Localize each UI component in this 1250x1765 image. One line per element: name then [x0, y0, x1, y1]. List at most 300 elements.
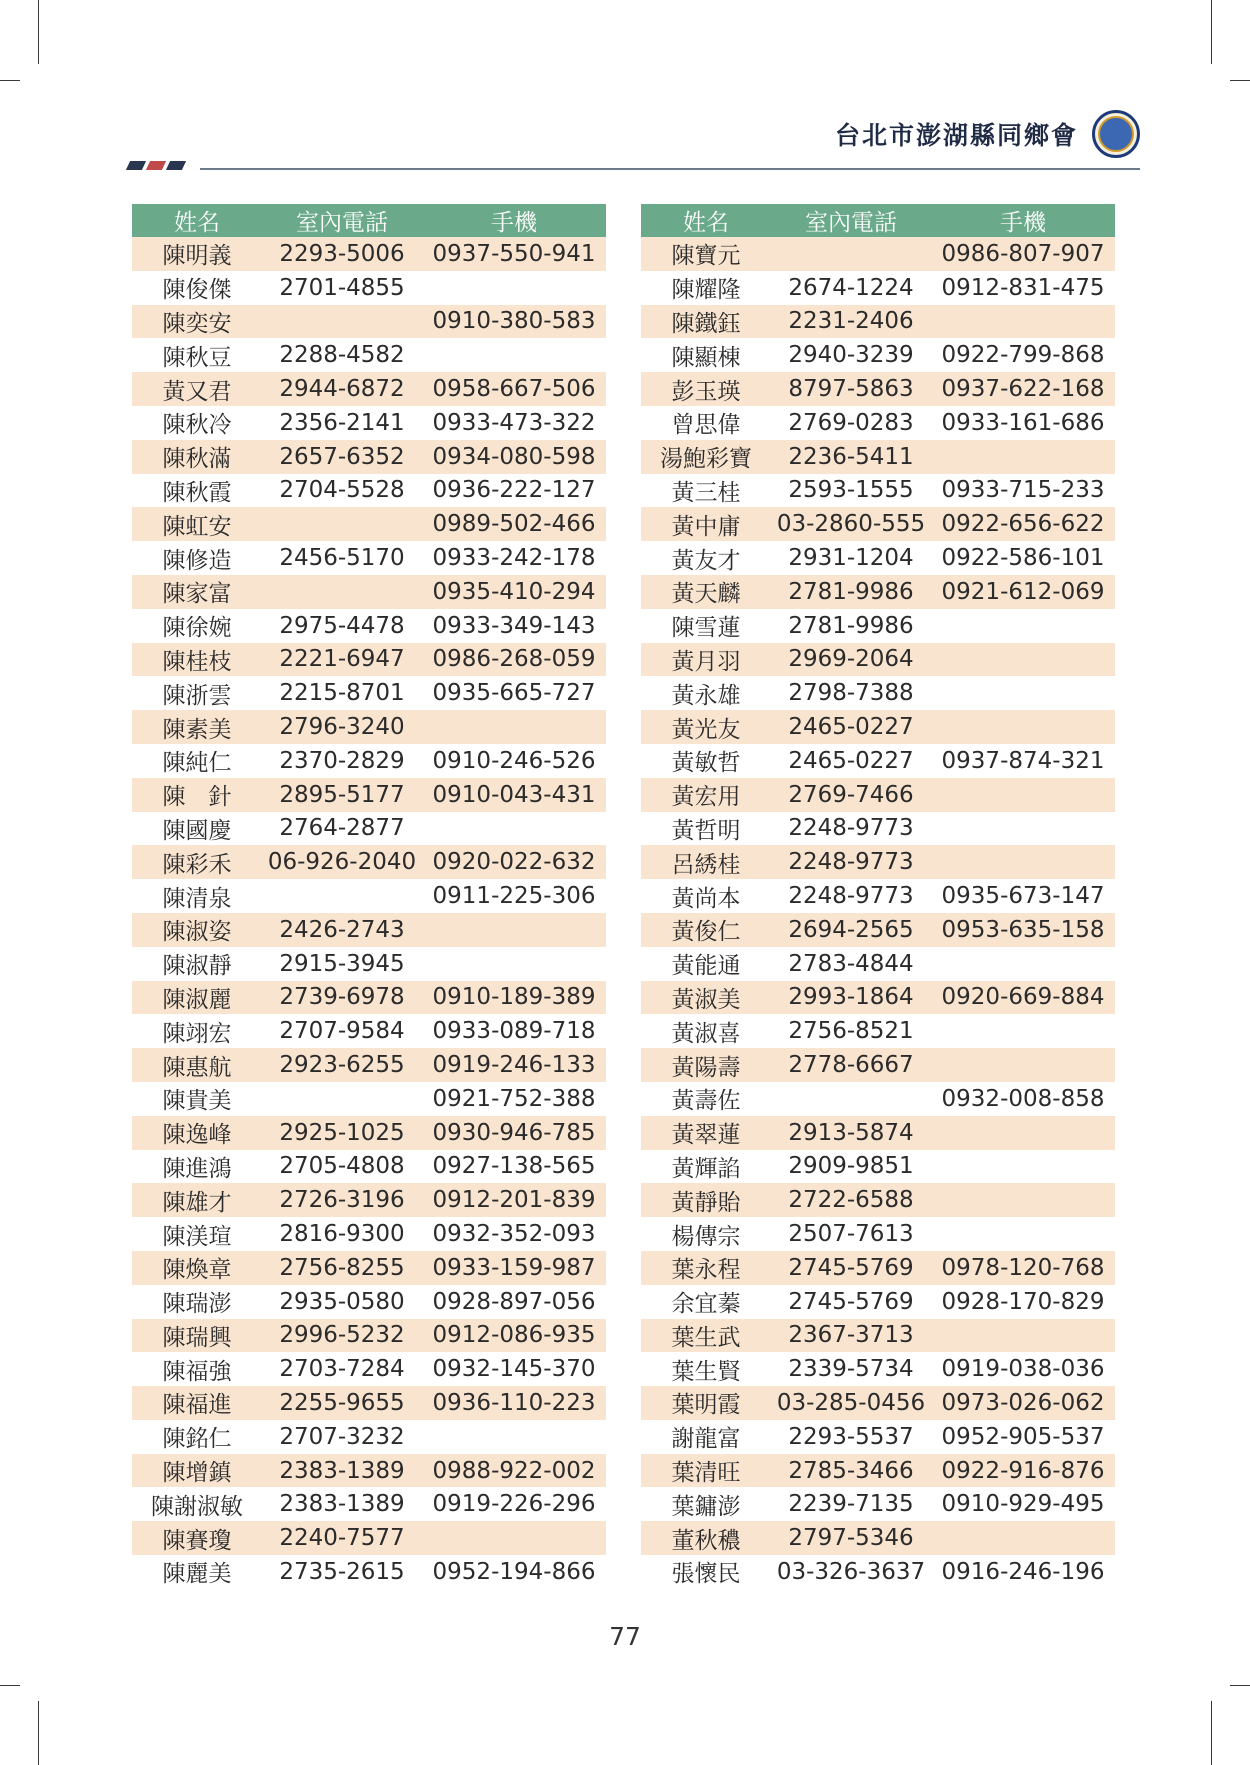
- table-row: [132, 1048, 606, 1082]
- office-phone-cell: 2703-7284: [262, 1352, 422, 1386]
- name-cell: 陳顯棟: [641, 338, 771, 372]
- office-phone-cell: [262, 575, 422, 609]
- table-row: [132, 440, 606, 474]
- crop-mark: [1230, 80, 1250, 81]
- office-phone-cell: 2215-8701: [262, 676, 422, 710]
- table-row: [641, 575, 1115, 609]
- office-phone-cell: 2913-5874: [771, 1116, 931, 1150]
- office-phone-cell: 2704-5528: [262, 474, 422, 508]
- table-row: [641, 1251, 1115, 1285]
- name-cell: 陳徐婉: [132, 609, 262, 643]
- mobile-cell: 0922-799-868: [931, 338, 1115, 372]
- office-phone-cell: 2236-5411: [771, 440, 931, 474]
- mobile-cell: 0933-473-322: [422, 406, 606, 440]
- name-cell: 陳進鴻: [132, 1150, 262, 1184]
- table-row: [132, 710, 606, 744]
- mobile-cell: [422, 913, 606, 947]
- mobile-cell: [422, 271, 606, 305]
- mobile-cell: 0935-410-294: [422, 575, 606, 609]
- name-cell: 陳翊宏: [132, 1014, 262, 1048]
- office-phone-cell: 2996-5232: [262, 1319, 422, 1353]
- table-header-row: [132, 204, 606, 237]
- table-row: [641, 305, 1115, 339]
- office-phone-cell: 2969-2064: [771, 643, 931, 677]
- name-cell: 陳鐵鈺: [641, 305, 771, 339]
- office-phone-cell: 2707-3232: [262, 1420, 422, 1454]
- mobile-cell: 0910-189-389: [422, 981, 606, 1015]
- table-row: [641, 710, 1115, 744]
- mobile-cell: 0958-667-506: [422, 372, 606, 406]
- office-phone-cell: 2255-9655: [262, 1386, 422, 1420]
- table-row: [132, 1014, 606, 1048]
- table-row: [132, 981, 606, 1015]
- mobile-cell: 0922-656-622: [931, 507, 1115, 541]
- table-row: [641, 406, 1115, 440]
- office-phone-cell: 2674-1224: [771, 271, 931, 305]
- table-row: [641, 541, 1115, 575]
- mobile-cell: [931, 845, 1115, 879]
- table-row: [641, 1555, 1115, 1589]
- office-phone-cell: 2726-3196: [262, 1183, 422, 1217]
- crop-mark: [38, 1701, 39, 1765]
- mobile-cell: 0933-242-178: [422, 541, 606, 575]
- name-cell: 陳家富: [132, 575, 262, 609]
- mobile-cell: 0919-226-296: [422, 1487, 606, 1521]
- office-phone-cell: 03-326-3637: [771, 1555, 931, 1589]
- table-row: [132, 913, 606, 947]
- crop-mark: [0, 1685, 20, 1686]
- table-row: [132, 1183, 606, 1217]
- table-row: [132, 541, 606, 575]
- name-cell: 陳逸峰: [132, 1116, 262, 1150]
- name-cell: 黃俊仁: [641, 913, 771, 947]
- table-row: [641, 1487, 1115, 1521]
- name-cell: 陳秋滿: [132, 440, 262, 474]
- mobile-cell: 0989-502-466: [422, 507, 606, 541]
- mobile-cell: 0986-268-059: [422, 643, 606, 677]
- table-row: [641, 845, 1115, 879]
- mobile-cell: [422, 338, 606, 372]
- mobile-cell: 0936-222-127: [422, 474, 606, 508]
- table-row: [641, 1048, 1115, 1082]
- name-cell: 黃三桂: [641, 474, 771, 508]
- office-phone-cell: 2356-2141: [262, 406, 422, 440]
- office-phone-cell: 2248-9773: [771, 845, 931, 879]
- table-row: [132, 575, 606, 609]
- table-row: [641, 744, 1115, 778]
- table-row: [641, 1150, 1115, 1184]
- office-phone-cell: 2383-1389: [262, 1454, 422, 1488]
- office-phone-cell: 2248-9773: [771, 879, 931, 913]
- office-phone-cell: 8797-5863: [771, 372, 931, 406]
- table-row: [641, 372, 1115, 406]
- name-cell: 黃能通: [641, 947, 771, 981]
- directory-table-left: [132, 204, 606, 1589]
- office-phone-cell: 2293-5537: [771, 1420, 931, 1454]
- name-cell: 陳謝淑敏: [132, 1487, 262, 1521]
- table-row: [132, 1555, 606, 1589]
- office-phone-cell: 2231-2406: [771, 305, 931, 339]
- association-emblem-icon: [1092, 110, 1140, 158]
- mobile-cell: [931, 812, 1115, 846]
- office-phone-cell: 2756-8521: [771, 1014, 931, 1048]
- name-cell: 陳素美: [132, 710, 262, 744]
- mobile-cell: 0973-026-062: [931, 1386, 1115, 1420]
- table-header-row: [641, 204, 1115, 237]
- office-phone-cell: 2798-7388: [771, 676, 931, 710]
- name-cell: 陳秋冷: [132, 406, 262, 440]
- name-cell: 黃光友: [641, 710, 771, 744]
- mobile-cell: 0937-874-321: [931, 744, 1115, 778]
- office-phone-cell: 2240-7577: [262, 1521, 422, 1555]
- office-phone-cell: 2339-5734: [771, 1352, 931, 1386]
- mobile-cell: 0910-043-431: [422, 778, 606, 812]
- office-phone-cell: [262, 879, 422, 913]
- name-cell: 陳雪蓮: [641, 609, 771, 643]
- office-phone-cell: 2745-5769: [771, 1251, 931, 1285]
- office-phone-cell: 2426-2743: [262, 913, 422, 947]
- name-cell: 黃翠蓮: [641, 1116, 771, 1150]
- office-phone-cell: 2722-6588: [771, 1183, 931, 1217]
- name-cell: 陳淑靜: [132, 947, 262, 981]
- office-phone-cell: [262, 507, 422, 541]
- name-cell: 陳煥章: [132, 1251, 262, 1285]
- table-row: [641, 1386, 1115, 1420]
- mobile-cell: [931, 1116, 1115, 1150]
- crop-mark: [38, 0, 39, 64]
- mobile-cell: 0928-897-056: [422, 1285, 606, 1319]
- deco-bar: [166, 161, 186, 170]
- table-row: [132, 676, 606, 710]
- mobile-cell: [422, 710, 606, 744]
- office-phone-cell: [262, 1082, 422, 1116]
- mobile-cell: 0933-089-718: [422, 1014, 606, 1048]
- mobile-cell: 0910-929-495: [931, 1487, 1115, 1521]
- table-row: [132, 271, 606, 305]
- name-cell: 黃友才: [641, 541, 771, 575]
- mobile-cell: [931, 643, 1115, 677]
- office-phone-cell: 03-285-0456: [771, 1386, 931, 1420]
- name-cell: 葉生賢: [641, 1352, 771, 1386]
- table-row: [641, 1420, 1115, 1454]
- office-phone-cell: 2923-6255: [262, 1048, 422, 1082]
- name-cell: 黃中庸: [641, 507, 771, 541]
- office-phone-cell: 2796-3240: [262, 710, 422, 744]
- office-phone-cell: 2701-4855: [262, 271, 422, 305]
- table-row: [132, 372, 606, 406]
- page-number: 77: [609, 1622, 641, 1651]
- mobile-cell: 0937-550-941: [422, 237, 606, 271]
- office-phone-cell: 2925-1025: [262, 1116, 422, 1150]
- name-cell: 黃淑喜: [641, 1014, 771, 1048]
- mobile-cell: 0927-138-565: [422, 1150, 606, 1184]
- name-cell: 陳虹安: [132, 507, 262, 541]
- office-phone-cell: 2975-4478: [262, 609, 422, 643]
- table-row: [132, 643, 606, 677]
- mobile-cell: 0986-807-907: [931, 237, 1115, 271]
- office-phone-cell: 2756-8255: [262, 1251, 422, 1285]
- name-cell: 陳修造: [132, 541, 262, 575]
- mobile-cell: 0912-831-475: [931, 271, 1115, 305]
- name-cell: 陳秋豆: [132, 338, 262, 372]
- table-row: [641, 778, 1115, 812]
- mobile-cell: 0911-225-306: [422, 879, 606, 913]
- name-cell: 黃靜貽: [641, 1183, 771, 1217]
- name-cell: 余宜蓁: [641, 1285, 771, 1319]
- table-row: [132, 1319, 606, 1353]
- name-cell: 陳桂枝: [132, 643, 262, 677]
- name-cell: 黃敏哲: [641, 744, 771, 778]
- office-phone-cell: 2745-5769: [771, 1285, 931, 1319]
- mobile-cell: 0933-159-987: [422, 1251, 606, 1285]
- name-cell: 彭玉瑛: [641, 372, 771, 406]
- mobile-cell: [931, 1048, 1115, 1082]
- column-header-name: 姓名: [132, 204, 262, 237]
- table-row: [641, 879, 1115, 913]
- table-row: [641, 812, 1115, 846]
- mobile-cell: [931, 947, 1115, 981]
- office-phone-cell: 2383-1389: [262, 1487, 422, 1521]
- table-row: [641, 947, 1115, 981]
- name-cell: 曾思偉: [641, 406, 771, 440]
- office-phone-cell: 2735-2615: [262, 1555, 422, 1589]
- table-row: [641, 237, 1115, 271]
- office-phone-cell: 2507-7613: [771, 1217, 931, 1251]
- name-cell: 陳純仁: [132, 744, 262, 778]
- table-row: [132, 1454, 606, 1488]
- name-cell: 陳福強: [132, 1352, 262, 1386]
- mobile-cell: [931, 609, 1115, 643]
- mobile-cell: [422, 947, 606, 981]
- table-row: [132, 1251, 606, 1285]
- name-cell: 陳彩禾: [132, 845, 262, 879]
- name-cell: 陳賽瓊: [132, 1521, 262, 1555]
- table-row: [641, 474, 1115, 508]
- name-cell: 黃陽壽: [641, 1048, 771, 1082]
- mobile-cell: [931, 1217, 1115, 1251]
- table-row: [132, 609, 606, 643]
- table-row: [641, 1285, 1115, 1319]
- name-cell: 陳浙雲: [132, 676, 262, 710]
- mobile-cell: 0919-038-036: [931, 1352, 1115, 1386]
- office-phone-cell: 2456-5170: [262, 541, 422, 575]
- office-phone-cell: 2593-1555: [771, 474, 931, 508]
- table-row: [641, 1183, 1115, 1217]
- mobile-cell: [931, 1150, 1115, 1184]
- mobile-cell: 0928-170-829: [931, 1285, 1115, 1319]
- header-decoration: [128, 161, 188, 170]
- table-row: [641, 440, 1115, 474]
- header-divider: [200, 168, 1140, 170]
- name-cell: 陳寶元: [641, 237, 771, 271]
- name-cell: 陳增鎮: [132, 1454, 262, 1488]
- name-cell: 陳奕安: [132, 305, 262, 339]
- mobile-cell: 0937-622-168: [931, 372, 1115, 406]
- crop-mark: [0, 80, 20, 81]
- office-phone-cell: 2778-6667: [771, 1048, 931, 1082]
- office-phone-cell: 2694-2565: [771, 913, 931, 947]
- office-phone-cell: 2915-3945: [262, 947, 422, 981]
- table-row: [641, 1352, 1115, 1386]
- office-phone-cell: 2248-9773: [771, 812, 931, 846]
- mobile-cell: 0978-120-768: [931, 1251, 1115, 1285]
- name-cell: 楊傳宗: [641, 1217, 771, 1251]
- office-phone-cell: [771, 237, 931, 271]
- office-phone-cell: 2239-7135: [771, 1487, 931, 1521]
- mobile-cell: [931, 710, 1115, 744]
- name-cell: 陳瑞澎: [132, 1285, 262, 1319]
- table-row: [132, 1386, 606, 1420]
- table-row: [132, 1217, 606, 1251]
- mobile-cell: 0953-635-158: [931, 913, 1115, 947]
- office-phone-cell: 2657-6352: [262, 440, 422, 474]
- office-phone-cell: [262, 305, 422, 339]
- name-cell: 黃尚本: [641, 879, 771, 913]
- office-phone-cell: 2816-9300: [262, 1217, 422, 1251]
- table-row: [132, 474, 606, 508]
- mobile-cell: [931, 440, 1115, 474]
- table-row: [132, 1420, 606, 1454]
- table-row: [132, 338, 606, 372]
- office-phone-cell: 2769-7466: [771, 778, 931, 812]
- mobile-cell: [931, 1183, 1115, 1217]
- org-title: 台北市澎湖縣同鄉會: [834, 121, 1078, 150]
- office-phone-cell: 2367-3713: [771, 1319, 931, 1353]
- office-phone-cell: 2797-5346: [771, 1521, 931, 1555]
- mobile-cell: 0921-752-388: [422, 1082, 606, 1116]
- name-cell: 黃壽佐: [641, 1082, 771, 1116]
- table-row: [641, 643, 1115, 677]
- office-phone-cell: 2739-6978: [262, 981, 422, 1015]
- mobile-cell: 0935-665-727: [422, 676, 606, 710]
- column-header-office-phone: 室內電話: [262, 204, 422, 237]
- name-cell: 陳麗美: [132, 1555, 262, 1589]
- name-cell: 陳銘仁: [132, 1420, 262, 1454]
- table-row: [641, 981, 1115, 1015]
- office-phone-cell: 2705-4808: [262, 1150, 422, 1184]
- name-cell: 陳雄才: [132, 1183, 262, 1217]
- office-phone-cell: 2288-4582: [262, 338, 422, 372]
- mobile-cell: 0921-612-069: [931, 575, 1115, 609]
- column-header-office-phone: 室內電話: [771, 204, 931, 237]
- mobile-cell: 0932-008-858: [931, 1082, 1115, 1116]
- office-phone-cell: 2769-0283: [771, 406, 931, 440]
- office-phone-cell: 2993-1864: [771, 981, 931, 1015]
- name-cell: 陳清泉: [132, 879, 262, 913]
- table-row: [641, 609, 1115, 643]
- mobile-cell: 0919-246-133: [422, 1048, 606, 1082]
- table-row: [132, 237, 606, 271]
- mobile-cell: 0933-715-233: [931, 474, 1115, 508]
- mobile-cell: 0910-246-526: [422, 744, 606, 778]
- name-cell: 葉鏞澎: [641, 1487, 771, 1521]
- name-cell: 黃又君: [132, 372, 262, 406]
- mobile-cell: [931, 305, 1115, 339]
- table-row: [132, 1487, 606, 1521]
- office-phone-cell: 2931-1204: [771, 541, 931, 575]
- name-cell: 董秋穠: [641, 1521, 771, 1555]
- mobile-cell: 0910-380-583: [422, 305, 606, 339]
- table-row: [132, 845, 606, 879]
- column-header-mobile: 手機: [931, 204, 1115, 237]
- office-phone-cell: 2221-6947: [262, 643, 422, 677]
- name-cell: 張懷民: [641, 1555, 771, 1589]
- mobile-cell: 0934-080-598: [422, 440, 606, 474]
- mobile-cell: 0933-161-686: [931, 406, 1115, 440]
- mobile-cell: 0922-586-101: [931, 541, 1115, 575]
- name-cell: 黃天麟: [641, 575, 771, 609]
- table-row: [641, 1319, 1115, 1353]
- name-cell: 黃宏用: [641, 778, 771, 812]
- office-phone-cell: 06-926-2040: [262, 845, 422, 879]
- table-row: [641, 338, 1115, 372]
- table-row: [132, 1521, 606, 1555]
- office-phone-cell: 2785-3466: [771, 1454, 931, 1488]
- mobile-cell: [931, 1521, 1115, 1555]
- mobile-cell: [422, 1420, 606, 1454]
- name-cell: 葉清旺: [641, 1454, 771, 1488]
- office-phone-cell: [771, 1082, 931, 1116]
- office-phone-cell: 03-2860-555: [771, 507, 931, 541]
- deco-bar: [126, 161, 146, 170]
- name-cell: 黃永雄: [641, 676, 771, 710]
- name-cell: 葉永程: [641, 1251, 771, 1285]
- table-row: [132, 1150, 606, 1184]
- mobile-cell: [931, 778, 1115, 812]
- office-phone-cell: 2895-5177: [262, 778, 422, 812]
- mobile-cell: 0932-352-093: [422, 1217, 606, 1251]
- column-header-name: 姓名: [641, 204, 771, 237]
- name-cell: 謝龍富: [641, 1420, 771, 1454]
- name-cell: 陳耀隆: [641, 271, 771, 305]
- mobile-cell: [422, 1521, 606, 1555]
- mobile-cell: 0922-916-876: [931, 1454, 1115, 1488]
- crop-mark: [1211, 1701, 1212, 1765]
- table-row: [132, 1285, 606, 1319]
- office-phone-cell: 2781-9986: [771, 609, 931, 643]
- office-phone-cell: 2781-9986: [771, 575, 931, 609]
- mobile-cell: 0930-946-785: [422, 1116, 606, 1150]
- office-phone-cell: 2465-0227: [771, 744, 931, 778]
- name-cell: 黃輝諂: [641, 1150, 771, 1184]
- office-phone-cell: 2944-6872: [262, 372, 422, 406]
- name-cell: 陳惠航: [132, 1048, 262, 1082]
- table-row: [132, 305, 606, 339]
- table-row: [641, 1116, 1115, 1150]
- mobile-cell: 0912-201-839: [422, 1183, 606, 1217]
- mobile-cell: [931, 1319, 1115, 1353]
- crop-mark: [1211, 0, 1212, 64]
- name-cell: 黃哲明: [641, 812, 771, 846]
- name-cell: 湯鮑彩寶: [641, 440, 771, 474]
- mobile-cell: 0935-673-147: [931, 879, 1115, 913]
- table-row: [641, 1454, 1115, 1488]
- table-row: [132, 406, 606, 440]
- name-cell: 陳淑麗: [132, 981, 262, 1015]
- name-cell: 陳明義: [132, 237, 262, 271]
- table-row: [132, 1082, 606, 1116]
- name-cell: 陳俊傑: [132, 271, 262, 305]
- name-cell: 陳秋霞: [132, 474, 262, 508]
- name-cell: 陳國慶: [132, 812, 262, 846]
- office-phone-cell: 2465-0227: [771, 710, 931, 744]
- deco-bar: [146, 161, 166, 170]
- office-phone-cell: 2764-2877: [262, 812, 422, 846]
- crop-mark: [1230, 1685, 1250, 1686]
- name-cell: 陳福進: [132, 1386, 262, 1420]
- column-header-mobile: 手機: [422, 204, 606, 237]
- name-cell: 黃月羽: [641, 643, 771, 677]
